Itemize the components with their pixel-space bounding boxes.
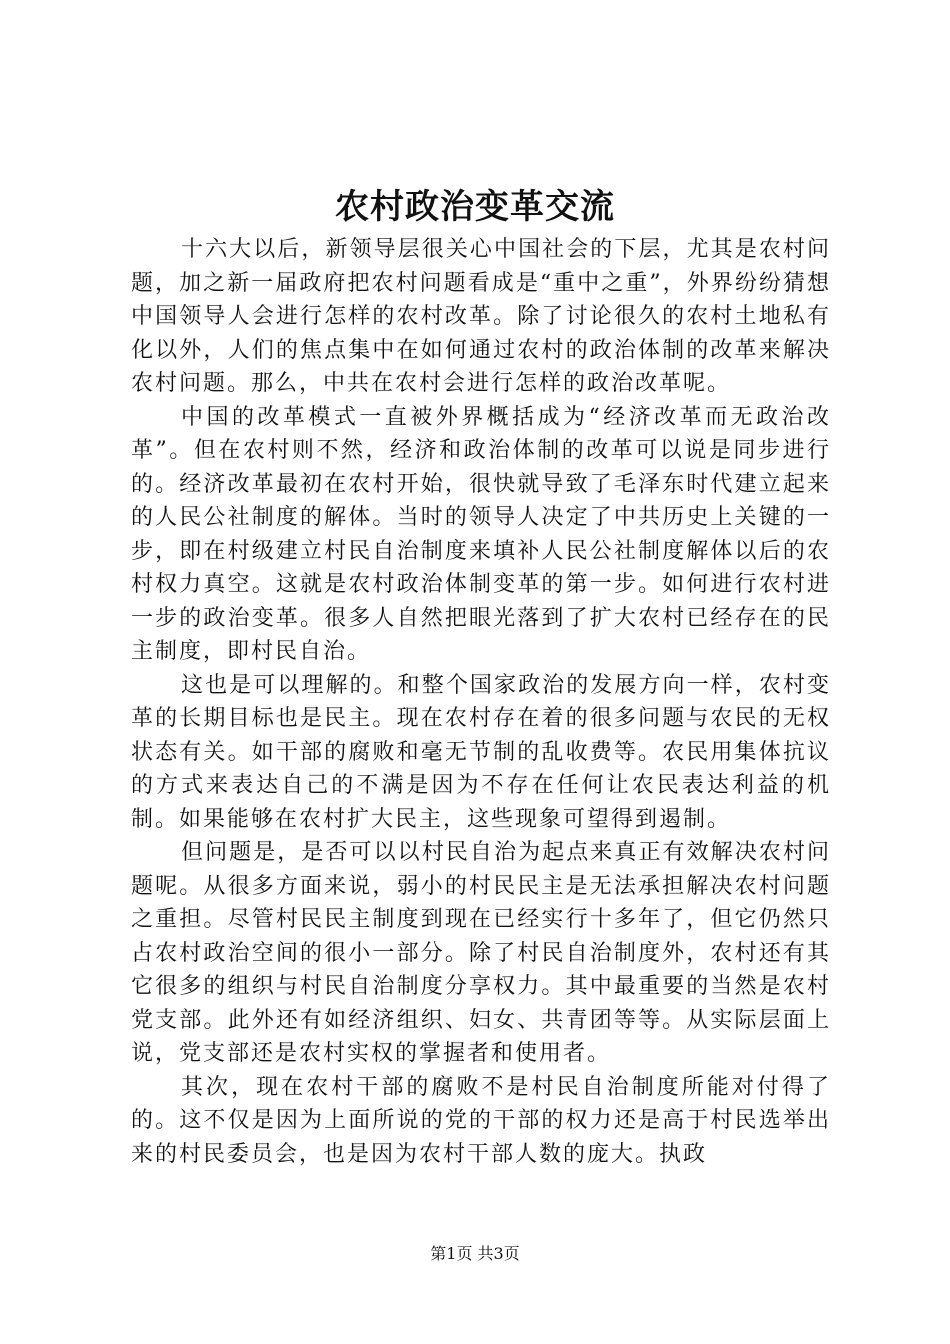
paragraph: 其次，现在农村干部的腐败不是村民自治制度所能对付得了的。这不仅是因为上面所说的党的干部的权力还是高于村民选举出来的村民委员会，也是因为农村干部人数的庞大。执政 [131,1074,831,1167]
document-title: 农村政治变革交流 [335,187,615,227]
page-footer: 第1页 共3页 [430,1244,520,1263]
paragraph: 中国的改革模式一直被外界概括成为“经济改革而无政治改革”。但在农村则不然，经济和政治体制的改革可以说是同步进行的。经济改革最初在农村开始，很快就导致了毛泽东时代建立起来的人民公社制度的解体。当时的领导人决定了中共历史上关键的一步，即在村级建立村民自治制度来填补人民公社制度解体以后的农村权力真空。这就是农村政治体制变革的第一步。如何进行农村进一步的政治变革。很多人自然把眼光落到了扩大农村已经存在的民主制度，即村民自治。 [131,404,831,664]
document-body [131,233,831,1171]
paragraph: 十六大以后，新领导层很关心中国社会的下层，尤其是农村问题，加之新一届政府把农村问题看成是“重中之重”，外界纷纷猜想中国领导人会进行怎样的农村改革。除了讨论很久的农村土地私有化以外，人们的焦点集中在如何通过农村的政治体制的改革来解决农村问题。那么，中共在农村会进行怎样的政治改革呢。 [131,237,831,396]
paragraph: 但问题是，是否可以以村民自治为起点来真正有效解决农村问题呢。从很多方面来说，弱小的村民民主是无法承担解决农村问题之重担。尽管村民民主制度到现在已经实行十多年了，但它仍然只占农村政治空间的很小一部分。除了村民自治制度外，农村还有其它很多的组织与村民自治制度分享权力。其中最重要的当然是农村党支部。此外还有如经济组织、妇女、共青团等等。从实际层面上说，党支部还是农村实权的掌握者和使用者。 [131,840,831,1066]
paragraph: 这也是可以理解的。和整个国家政治的发展方向一样，农村变革的长期目标也是民主。现在农村存在着的很多问题与农民的无权状态有关。如干部的腐败和毫无节制的乱收费等。农民用集体抗议的方式来表达自己的不满是因为不存在任何让农民表达利益的机制。如果能够在农村扩大民主，这些现象可望得到遏制。 [131,672,831,832]
